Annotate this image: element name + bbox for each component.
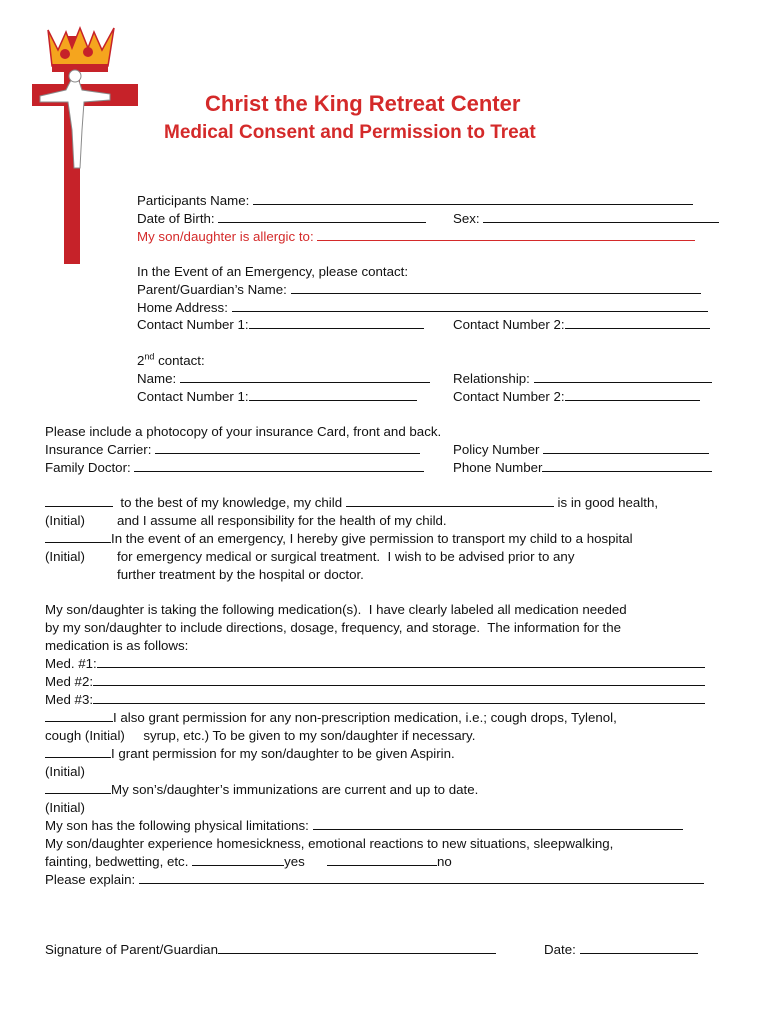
allergy-field[interactable] xyxy=(137,229,695,245)
second-contact-number-2-field[interactable] xyxy=(453,389,700,405)
no-label: no xyxy=(436,854,452,869)
policy-number-line[interactable] xyxy=(543,442,709,454)
otc-initial-line[interactable] xyxy=(45,710,113,722)
phone-number-label: Phone Number xyxy=(453,460,543,475)
second-contact-number-1-line[interactable] xyxy=(249,389,417,401)
sex-label: Sex: xyxy=(453,211,480,226)
insurance-carrier-line[interactable] xyxy=(155,442,420,454)
med-3-field[interactable] xyxy=(45,692,705,708)
yes-answer-line[interactable] xyxy=(192,854,284,866)
second-contact-number-1-field[interactable] xyxy=(137,389,417,405)
explain-line[interactable] xyxy=(139,872,704,884)
med-1-label: Med. #1: xyxy=(45,656,97,671)
second-contact-number-2-label: Contact Number 2: xyxy=(453,389,565,404)
participant-name-line[interactable] xyxy=(253,193,693,205)
immunization-initial-label: (Initial) xyxy=(45,800,85,815)
dob-line[interactable] xyxy=(218,211,426,223)
med-3-label: Med #3: xyxy=(45,692,94,707)
transport-text-1: In the event of an emergency, I hereby give permission to transport my child to a hospital xyxy=(111,531,633,546)
contact-number-2-line[interactable] xyxy=(565,317,710,329)
allergy-line[interactable] xyxy=(317,229,695,241)
family-doctor-line[interactable] xyxy=(134,460,424,472)
date-field[interactable] xyxy=(544,942,698,958)
signature-label: Signature of Parent/Guardian xyxy=(45,942,218,957)
second-contact-heading-num: 2 xyxy=(137,353,145,368)
second-contact-name-label: Name: xyxy=(137,371,177,386)
medication-intro-1: My son/daughter is taking the following medication(s). I have clearly labeled all medication needed xyxy=(45,602,627,617)
health-initial-label: (Initial) xyxy=(45,513,85,528)
transport-statement xyxy=(45,531,633,547)
second-contact-number-1-label: Contact Number 1: xyxy=(137,389,249,404)
health-statement-pre: to the best of my knowledge, my child xyxy=(120,495,343,510)
transport-text-2: for emergency medical or surgical treatment. I wish to be advised prior to any xyxy=(117,549,575,564)
aspirin-initial-line[interactable] xyxy=(45,746,111,758)
explain-field[interactable] xyxy=(45,872,704,888)
med-2-field[interactable] xyxy=(45,674,705,690)
otc-text-2-pre: cough (Initial) xyxy=(45,728,125,743)
relationship-field[interactable] xyxy=(453,371,712,387)
med-3-line[interactable] xyxy=(93,692,705,704)
guardian-name-line[interactable] xyxy=(291,282,701,294)
page-subtitle: Medical Consent and Permission to Treat xyxy=(164,122,536,143)
transport-initial-line[interactable] xyxy=(45,531,111,543)
policy-number-field[interactable] xyxy=(453,442,709,458)
transport-initial-label: (Initial) xyxy=(45,549,85,564)
relationship-line[interactable] xyxy=(534,371,712,383)
home-address-line[interactable] xyxy=(232,300,708,312)
immunization-statement xyxy=(45,782,478,798)
immunization-initial-line[interactable] xyxy=(45,782,111,794)
participant-name-field[interactable] xyxy=(137,193,693,209)
medication-intro-2: by my son/daughter to include directions, dosage, frequency, and storage. The information for the xyxy=(45,620,622,635)
yes-label: yes xyxy=(284,854,305,869)
experience-text-2: fainting, bedwetting, etc. xyxy=(45,854,189,869)
participant-name-label: Participants Name: xyxy=(137,193,250,208)
physical-limitations-line[interactable] xyxy=(313,818,683,830)
explain-label: Please explain: xyxy=(45,872,136,887)
signature-line[interactable] xyxy=(218,942,496,954)
aspirin-statement xyxy=(45,746,455,762)
second-contact-name-field[interactable] xyxy=(137,371,430,387)
med-1-field[interactable] xyxy=(45,656,705,672)
crucifix-logo-icon xyxy=(30,18,140,268)
insurance-carrier-field[interactable] xyxy=(45,442,420,458)
otc-text-1: I also grant permission for any non-prescription medication, i.e.; cough drops, Tylenol, xyxy=(113,710,617,725)
physical-limitations-label: My son has the following physical limitations: xyxy=(45,818,309,833)
no-answer-line[interactable] xyxy=(327,854,437,866)
physical-limitations-field[interactable] xyxy=(45,818,683,834)
second-contact-heading xyxy=(137,353,205,369)
responsibility-statement: and I assume all responsibility for the health of my child. xyxy=(117,513,447,528)
contact-number-1-field[interactable] xyxy=(137,317,424,333)
med-2-label: Med #2: xyxy=(45,674,94,689)
signature-field[interactable] xyxy=(45,942,496,958)
emergency-intro: In the Event of an Emergency, please contact: xyxy=(137,264,409,279)
dob-label: Date of Birth: xyxy=(137,211,215,226)
sex-field[interactable] xyxy=(453,211,719,227)
phone-number-field[interactable] xyxy=(453,460,712,476)
aspirin-initial-label: (Initial) xyxy=(45,764,85,779)
dob-field[interactable] xyxy=(137,211,426,227)
page-title: Christ the King Retreat Center xyxy=(205,91,521,116)
guardian-name-field[interactable] xyxy=(137,282,701,298)
med-1-line[interactable] xyxy=(97,656,705,668)
relationship-label: Relationship: xyxy=(453,371,530,386)
home-address-field[interactable] xyxy=(137,300,708,316)
contact-number-1-label: Contact Number 1: xyxy=(137,317,249,332)
otc-statement-2 xyxy=(45,728,475,744)
date-line[interactable] xyxy=(580,942,698,954)
family-doctor-label: Family Doctor: xyxy=(45,460,131,475)
guardian-name-label: Parent/Guardian’s Name: xyxy=(137,282,287,297)
allergy-label: My son/daughter is allergic to: xyxy=(137,229,314,244)
policy-number-label: Policy Number xyxy=(453,442,540,457)
medication-intro-3: medication is as follows: xyxy=(45,638,189,653)
date-label: Date: xyxy=(544,942,576,957)
family-doctor-field[interactable] xyxy=(45,460,424,476)
transport-text-3: further treatment by the hospital or doctor. xyxy=(117,567,364,582)
second-contact-name-line[interactable] xyxy=(180,371,430,383)
second-contact-number-2-line[interactable] xyxy=(565,389,700,401)
health-statement xyxy=(45,495,658,511)
contact-number-1-line[interactable] xyxy=(249,317,424,329)
med-2-line[interactable] xyxy=(93,674,705,686)
phone-number-line[interactable] xyxy=(542,460,712,472)
insurance-carrier-label: Insurance Carrier: xyxy=(45,442,152,457)
aspirin-text: I grant permission for my son/daughter to be given Aspirin. xyxy=(111,746,455,761)
contact-number-2-field[interactable] xyxy=(453,317,710,333)
sex-line[interactable] xyxy=(483,211,719,223)
otc-text-2-post: syrup, etc.) To be given to my son/daughter if necessary. xyxy=(143,728,476,743)
insurance-intro: Please include a photocopy of your insurance Card, front and back. xyxy=(45,424,442,439)
immunization-text: My son’s/daughter’s immunizations are current and up to date. xyxy=(111,782,479,797)
home-address-label: Home Address: xyxy=(137,300,228,315)
experience-text-1: My son/daughter experience homesickness, emotional reactions to new situations, sleepwalking, xyxy=(45,836,614,851)
child-name-line[interactable] xyxy=(346,495,554,507)
second-contact-heading-rest: contact: xyxy=(154,353,205,368)
contact-number-2-label: Contact Number 2: xyxy=(453,317,565,332)
second-contact-heading-sup: nd xyxy=(144,351,155,362)
experience-answer xyxy=(45,854,452,870)
otc-statement xyxy=(45,710,617,726)
health-statement-post: is in good health, xyxy=(557,495,659,510)
health-initial-line[interactable] xyxy=(45,495,113,507)
